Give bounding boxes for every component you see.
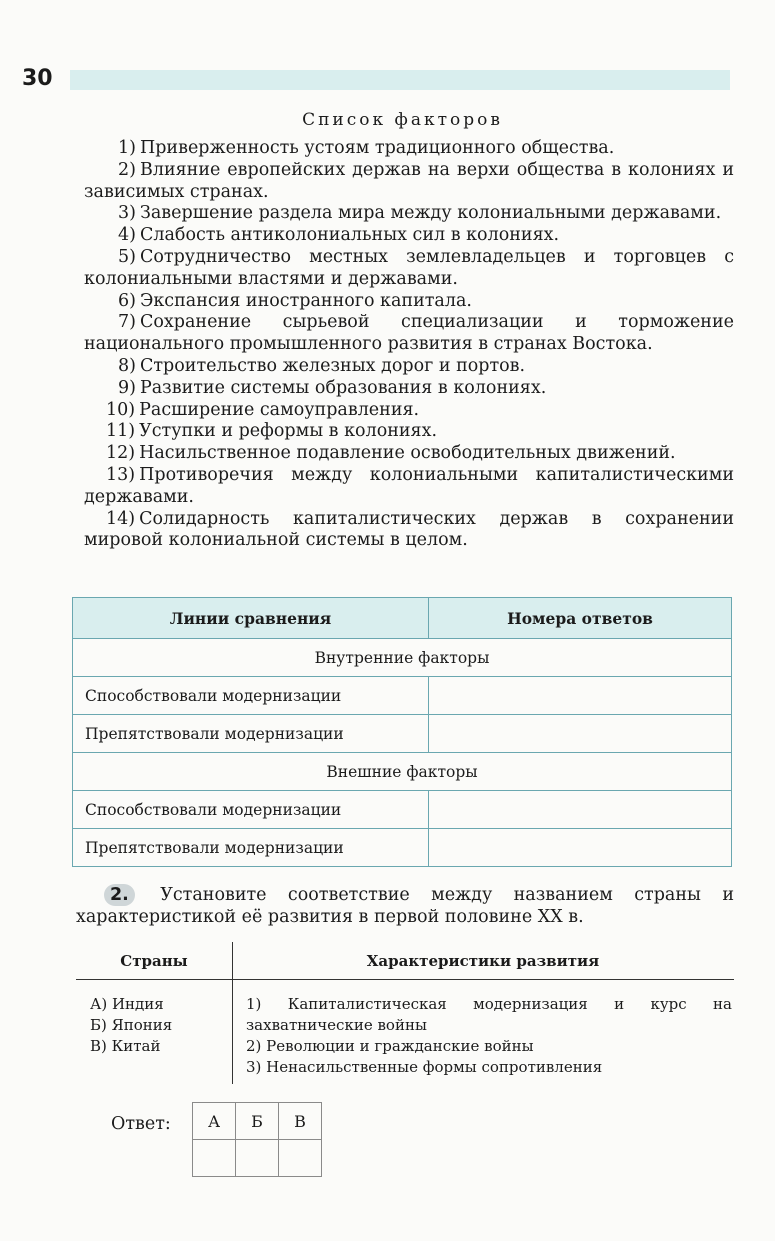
answer-letters-row — [193, 1103, 322, 1140]
characteristics-list — [246, 994, 732, 1078]
table-row — [73, 715, 732, 753]
header-band — [0, 70, 730, 90]
row-label: Препятствовали модернизации — [73, 715, 429, 753]
answer-cell[interactable] — [429, 715, 732, 753]
country-item: А) Индия — [90, 995, 164, 1013]
factor-item: 9) Развитие системы образования в колониях. — [118, 377, 547, 398]
task-number-badge: 2. — [104, 884, 135, 906]
external-factors-title: Внешние факторы — [73, 753, 732, 791]
answer-letter: Б — [236, 1103, 279, 1140]
table-header-row — [73, 598, 732, 639]
factor-item: 1) Приверженность устоям традиционного общества. — [118, 138, 615, 158]
factor-item: 6) Экспансия иностранного капитала. — [118, 290, 472, 311]
answer-input-row — [193, 1140, 322, 1177]
factor-item: 14) Солидарность капиталистических держав в сохранении мировой колониальной системы в целом. — [84, 508, 734, 551]
answer-grid — [192, 1102, 322, 1177]
factor-list — [86, 138, 734, 552]
header-countries: Страны — [120, 952, 188, 970]
country-list — [90, 994, 172, 1057]
characteristic-item: 2) Революции и гражданские войны — [246, 1037, 534, 1055]
table-row — [73, 677, 732, 715]
answer-input-cell[interactable] — [193, 1140, 236, 1177]
section-title: Список факторов — [302, 110, 503, 130]
answer-cell[interactable] — [429, 677, 732, 715]
answer-label: Ответ: — [111, 1114, 171, 1134]
header-answer-numbers: Номера ответов — [429, 598, 732, 639]
comparison-table — [72, 597, 732, 867]
header-divider — [76, 979, 734, 980]
answer-cell[interactable] — [429, 791, 732, 829]
answer-input-cell[interactable] — [236, 1140, 279, 1177]
answer-letter: В — [279, 1103, 322, 1140]
table-section-row — [73, 753, 732, 791]
factor-item: 3) Завершение раздела мира между колониальными державами. — [118, 203, 722, 224]
factor-item: 2) Влияние европейских держав на верхи общества в колониях и зависимых странах. — [84, 159, 734, 202]
table-row — [73, 791, 732, 829]
answer-cell[interactable] — [429, 829, 732, 867]
row-label: Способствовали модернизации — [73, 791, 429, 829]
factor-item: 7) Сохранение сырьевой специализации и торможение национального промышленного развития в странах Востока. — [84, 312, 734, 355]
factor-item: 8) Строительство железных дорог и портов. — [118, 355, 526, 376]
task-2 — [76, 884, 734, 928]
table-section-row — [73, 639, 732, 677]
factor-item: 12) Насильственное подавление освободительных движений. — [106, 443, 676, 464]
factor-item: 4) Слабость антиколониальных сил в колониях. — [118, 225, 560, 246]
factor-item: 10) Расширение самоуправления. — [106, 399, 420, 420]
header-characteristics: Характеристики развития — [366, 952, 600, 970]
table-row — [73, 829, 732, 867]
row-label: Способствовали модернизации — [73, 677, 429, 715]
country-item: Б) Япония — [90, 1016, 173, 1034]
factor-item: 13) Противоречия между колониальными капиталистическими державами. — [84, 464, 734, 507]
answer-input-cell[interactable] — [279, 1140, 322, 1177]
factor-item: 11) Уступки и реформы в колониях. — [106, 421, 438, 442]
matching-table — [76, 942, 734, 1087]
characteristic-item: 1) Капиталистическая модернизация и курс на захватнические войны — [246, 995, 732, 1034]
answer-letter: А — [193, 1103, 236, 1140]
internal-factors-title: Внутренние факторы — [73, 639, 732, 677]
factor-item: 5) Сотрудничество местных землевладельцев и торговцев с колониальными властями и державами. — [84, 246, 734, 289]
country-item: В) Китай — [90, 1037, 161, 1055]
header-comparison-lines: Линии сравнения — [73, 598, 429, 639]
characteristic-item: 3) Ненасильственные формы сопротивления — [246, 1058, 603, 1076]
task-text: Установите соответствие между названием страны и характеристикой её развития в первой половине XX в. — [76, 885, 734, 927]
page-number: 30 — [22, 66, 53, 91]
row-label: Препятствовали модернизации — [73, 829, 429, 867]
